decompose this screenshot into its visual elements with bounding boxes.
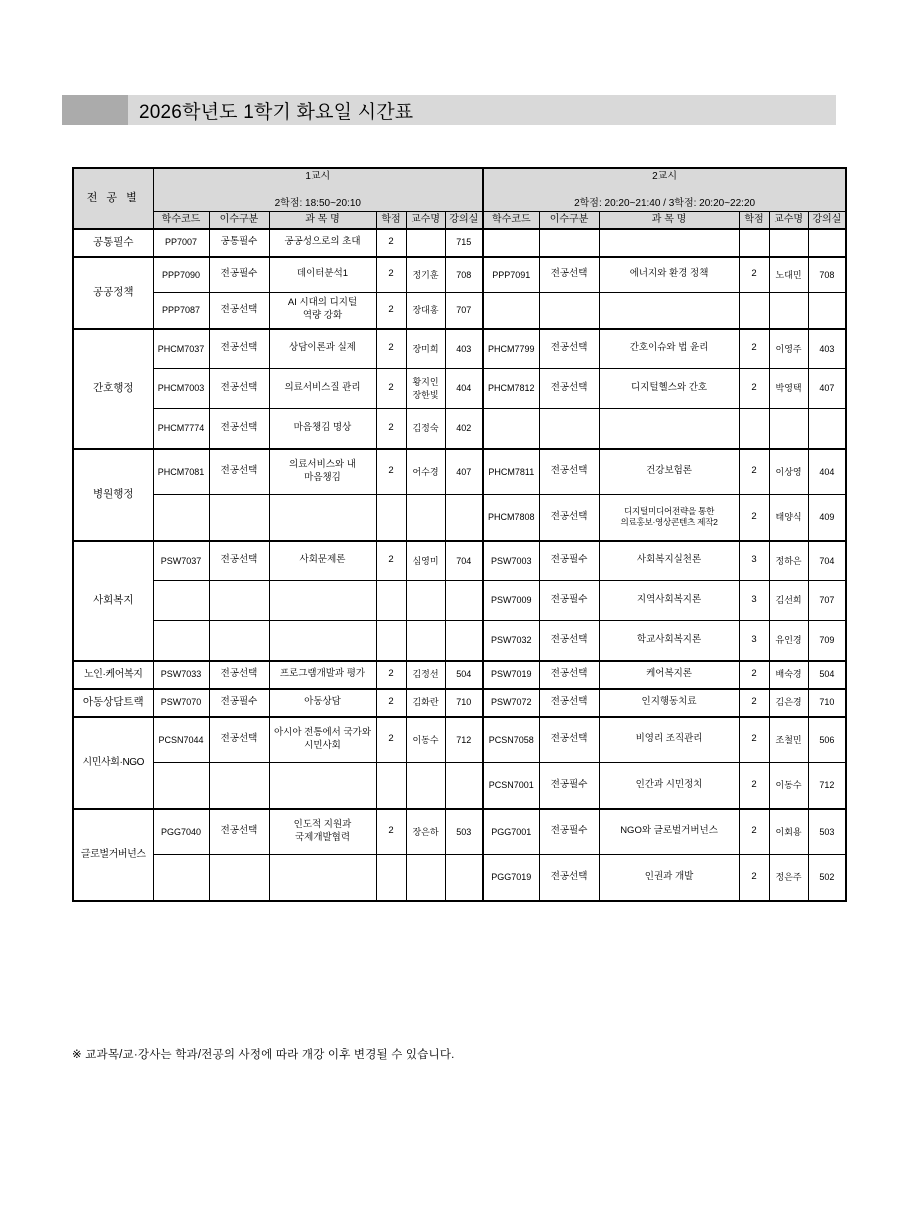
period2-room: 502: [808, 855, 846, 901]
timetable-body: [73, 229, 846, 901]
period1-course-name: [269, 581, 376, 621]
period2-type: 전공선택: [539, 621, 599, 661]
period2-professor: 노대민: [769, 257, 808, 293]
period2-course-name-line: 디지털미디어전략을 통한: [623, 505, 715, 516]
period2-type: 전공선택: [539, 369, 599, 409]
period2-room: 403: [808, 329, 846, 369]
period2-code: [483, 229, 539, 257]
period2-code: PPP7091: [483, 257, 539, 293]
period1-room: 712: [445, 717, 483, 763]
header-col-type-1: 이수구분: [209, 212, 269, 229]
period2-professor: 배숙경: [769, 661, 808, 689]
title-accent-swatch: [62, 95, 128, 125]
period2-type: 전공필수: [539, 541, 599, 581]
period1-type: 전공필수: [209, 689, 269, 717]
period2-course-name: 지역사회복지론: [599, 581, 739, 621]
period1-professor-line: 장한빛: [412, 389, 439, 400]
period1-credit: 2: [376, 717, 406, 763]
major-label: 글로벌거버넌스: [73, 809, 153, 901]
period2-code: PHCM7812: [483, 369, 539, 409]
period1-professor-line: 황지인: [412, 377, 439, 388]
header-col-type-2: 이수구분: [539, 212, 599, 229]
period1-course-name: 아동상담: [269, 689, 376, 717]
period2-code: PGG7001: [483, 809, 539, 855]
period1-credit: [376, 621, 406, 661]
period2-room: 708: [808, 257, 846, 293]
period2-room: [808, 409, 846, 449]
period2-course-name: 디지털헬스와 간호: [599, 369, 739, 409]
period1-code: PHCM7081: [153, 449, 209, 495]
period1-course-name: [269, 293, 376, 329]
period1-type: 전공선택: [209, 541, 269, 581]
period1-course-name: [269, 717, 376, 763]
period2-type: 전공선택: [539, 329, 599, 369]
period1-professor: [406, 581, 445, 621]
period1-type: 전공선택: [209, 661, 269, 689]
period2-course-name: 인지행동치료: [599, 689, 739, 717]
period1-course-name-line: 의료서비스와 내: [289, 458, 356, 470]
period2-room: 710: [808, 689, 846, 717]
period1-professor: [406, 229, 445, 257]
period2-code: PSW7009: [483, 581, 539, 621]
period2-type: 전공선택: [539, 689, 599, 717]
table-row: [73, 621, 846, 661]
period1-code: PGG7040: [153, 809, 209, 855]
period1-course-name: [269, 449, 376, 495]
period2-credit: 2: [739, 717, 769, 763]
period1-credit: 2: [376, 329, 406, 369]
period2-room: 506: [808, 717, 846, 763]
period1-credit: [376, 495, 406, 541]
table-row: [73, 689, 846, 717]
period2-code: PCSN7001: [483, 763, 539, 809]
header-period-2: [483, 168, 846, 212]
period1-professor: [406, 621, 445, 661]
period1-type: 전공선택: [209, 717, 269, 763]
period-1-time: 2학점: 18:50~20:10: [274, 197, 361, 209]
period1-room: 710: [445, 689, 483, 717]
period2-course-name: 학교사회복지론: [599, 621, 739, 661]
period1-course-name-line: 아시아 전통에서 국가와: [273, 726, 372, 738]
period1-room: 403: [445, 329, 483, 369]
period1-professor: 김화란: [406, 689, 445, 717]
period2-code: PCSN7058: [483, 717, 539, 763]
period1-course-name: [269, 855, 376, 901]
period2-room: 503: [808, 809, 846, 855]
period2-professor: 김은경: [769, 689, 808, 717]
period1-professor: [406, 495, 445, 541]
period1-room: 407: [445, 449, 483, 495]
period1-room: 504: [445, 661, 483, 689]
period2-code: [483, 293, 539, 329]
period1-type: 전공필수: [209, 257, 269, 293]
table-row: [73, 763, 846, 809]
period2-code: PGG7019: [483, 855, 539, 901]
period2-professor: [769, 409, 808, 449]
period2-room: 707: [808, 581, 846, 621]
period1-room: [445, 855, 483, 901]
period1-code: PSW7070: [153, 689, 209, 717]
timetable-container: [72, 167, 842, 902]
period2-credit: 2: [739, 855, 769, 901]
period2-type: 전공선택: [539, 855, 599, 901]
period2-professor: 이영주: [769, 329, 808, 369]
period1-code: PPP7087: [153, 293, 209, 329]
period2-room: 712: [808, 763, 846, 809]
period2-professor: 조철민: [769, 717, 808, 763]
period2-type: 전공선택: [539, 495, 599, 541]
period2-credit: 3: [739, 541, 769, 581]
period1-code: PP7007: [153, 229, 209, 257]
header-col-room-1: 강의실: [445, 212, 483, 229]
period1-room: [445, 763, 483, 809]
period1-type: [209, 621, 269, 661]
period1-type: 전공선택: [209, 409, 269, 449]
period1-course-name: 사회문제론: [269, 541, 376, 581]
period1-course-name-line: 마음챙김: [304, 471, 341, 483]
period2-type: [539, 409, 599, 449]
period2-course-name: 사회복지실천론: [599, 541, 739, 581]
period2-credit: 2: [739, 809, 769, 855]
period1-course-name: 프로그램개발과 평가: [269, 661, 376, 689]
period1-professor: 김정숙: [406, 409, 445, 449]
period1-type: 공통필수: [209, 229, 269, 257]
period1-code: PPP7090: [153, 257, 209, 293]
period1-course-name: 의료서비스질 관리: [269, 369, 376, 409]
period1-room: 503: [445, 809, 483, 855]
period2-credit: 2: [739, 257, 769, 293]
period1-credit: 2: [376, 369, 406, 409]
table-row: [73, 581, 846, 621]
period1-type: [209, 855, 269, 901]
table-row: [73, 809, 846, 855]
period2-professor: 유인경: [769, 621, 808, 661]
major-label: 공공정책: [73, 257, 153, 329]
period1-code: PCSN7044: [153, 717, 209, 763]
period1-room: [445, 495, 483, 541]
period2-code: PSW7032: [483, 621, 539, 661]
period-2-name: 2교시: [652, 171, 678, 182]
period2-professor: 이동수: [769, 763, 808, 809]
period1-course-name: [269, 495, 376, 541]
table-row: [73, 449, 846, 495]
period2-code: PHCM7808: [483, 495, 539, 541]
period2-credit: 2: [739, 661, 769, 689]
period2-code: PSW7072: [483, 689, 539, 717]
period1-course-name: 공공성으로의 초대: [269, 229, 376, 257]
period2-type: 전공선택: [539, 661, 599, 689]
period1-professor: 장미희: [406, 329, 445, 369]
period2-course-name: 간호이슈와 법 윤리: [599, 329, 739, 369]
period1-credit: [376, 763, 406, 809]
major-label: 공통필수: [73, 229, 153, 257]
period1-room: 708: [445, 257, 483, 293]
period1-professor: 장은하: [406, 809, 445, 855]
period2-professor: 정은주: [769, 855, 808, 901]
period2-credit: 3: [739, 581, 769, 621]
period2-course-name-line: 의료홍보·영상콘텐츠 제작2: [620, 517, 718, 528]
period1-room: [445, 621, 483, 661]
period1-professor: 김정선: [406, 661, 445, 689]
period1-room: 404: [445, 369, 483, 409]
period2-type: 전공필수: [539, 809, 599, 855]
period1-course-name-line: 역량 강화: [302, 310, 343, 322]
period1-course-name-line: AI 시대의 디지털: [287, 297, 358, 309]
header-row-columns: [73, 212, 846, 229]
period1-credit: 2: [376, 229, 406, 257]
period-1-name: 1교시: [305, 171, 331, 182]
period1-professor: 어수경: [406, 449, 445, 495]
header-col-code-2: 학수코드: [483, 212, 539, 229]
period1-type: 전공선택: [209, 369, 269, 409]
period2-course-name: NGO와 글로벌거버넌스: [599, 809, 739, 855]
period1-professor: [406, 763, 445, 809]
period1-credit: 2: [376, 409, 406, 449]
period1-credit: 2: [376, 449, 406, 495]
period1-type: 전공선택: [209, 449, 269, 495]
period1-code: [153, 855, 209, 901]
period2-type: 전공선택: [539, 257, 599, 293]
period2-credit: 3: [739, 621, 769, 661]
timetable-head: [73, 168, 846, 229]
header-major: 전 공 별: [73, 168, 153, 229]
period2-credit: 2: [739, 495, 769, 541]
period1-code: PHCM7774: [153, 409, 209, 449]
table-row: [73, 541, 846, 581]
table-row: [73, 329, 846, 369]
header-col-credit-2: 학점: [739, 212, 769, 229]
period2-room: [808, 229, 846, 257]
page-title-band: [62, 95, 836, 125]
period1-course-name-line: 국제개발협력: [294, 831, 351, 843]
period1-room: [445, 581, 483, 621]
period1-professor: 정기훈: [406, 257, 445, 293]
major-label: 아동상담트랙: [73, 689, 153, 717]
period1-course-name: 마음챙김 명상: [269, 409, 376, 449]
period1-room: 707: [445, 293, 483, 329]
header-col-credit-1: 학점: [376, 212, 406, 229]
period2-course-name: [599, 409, 739, 449]
period2-course-name: [599, 495, 739, 541]
header-col-room-2: 강의실: [808, 212, 846, 229]
header-col-prof-1: 교수명: [406, 212, 445, 229]
period-2-time: 2학점: 20:20~21:40 / 3학점: 20:20~22:20: [574, 197, 756, 209]
period2-professor: 이상영: [769, 449, 808, 495]
period1-credit: 2: [376, 257, 406, 293]
period1-credit: 2: [376, 689, 406, 717]
period2-credit: 2: [739, 689, 769, 717]
period1-type: 전공선택: [209, 329, 269, 369]
period2-credit: 2: [739, 369, 769, 409]
period2-room: 409: [808, 495, 846, 541]
period1-professor: 장대홍: [406, 293, 445, 329]
period1-credit: 2: [376, 809, 406, 855]
period2-type: [539, 229, 599, 257]
table-row: [73, 257, 846, 293]
major-label: 사회복지: [73, 541, 153, 661]
period2-course-name: 비영리 조직관리: [599, 717, 739, 763]
period2-professor: 정하은: [769, 541, 808, 581]
table-row: [73, 855, 846, 901]
period2-course-name: 인권과 개발: [599, 855, 739, 901]
period1-code: PSW7033: [153, 661, 209, 689]
period2-credit: [739, 409, 769, 449]
period2-professor: 김선희: [769, 581, 808, 621]
period1-professor: [406, 855, 445, 901]
period2-course-name: 인간과 시민정치: [599, 763, 739, 809]
period1-professor: 심영미: [406, 541, 445, 581]
period1-code: [153, 495, 209, 541]
header-col-prof-2: 교수명: [769, 212, 808, 229]
period1-code: PHCM7003: [153, 369, 209, 409]
period1-code: PHCM7037: [153, 329, 209, 369]
period2-room: 407: [808, 369, 846, 409]
period1-code: [153, 621, 209, 661]
period1-course-name-line: 인도적 지원과: [293, 818, 352, 830]
period1-course-name-line: 시민사회: [304, 739, 341, 751]
period1-course-name: 데이터분석1: [269, 257, 376, 293]
period2-course-name: 건강보험론: [599, 449, 739, 495]
period2-code: PHCM7811: [483, 449, 539, 495]
period2-room: 504: [808, 661, 846, 689]
header-period-1: [153, 168, 483, 212]
header-col-code-1: 학수코드: [153, 212, 209, 229]
timetable: [72, 167, 847, 902]
period1-credit: [376, 581, 406, 621]
period1-code: PSW7037: [153, 541, 209, 581]
period1-type: [209, 581, 269, 621]
page-title: 2026학년도 1학기 화요일 시간표: [139, 101, 414, 123]
period1-credit: 2: [376, 541, 406, 581]
period2-credit: [739, 229, 769, 257]
table-row: [73, 717, 846, 763]
period2-code: PSW7019: [483, 661, 539, 689]
period2-type: 전공선택: [539, 717, 599, 763]
major-label: 병원행정: [73, 449, 153, 541]
period2-credit: [739, 293, 769, 329]
period1-code: [153, 763, 209, 809]
period1-course-name: 상담이론과 실제: [269, 329, 376, 369]
period1-code: [153, 581, 209, 621]
period1-credit: [376, 855, 406, 901]
major-label: 시민사회·NGO: [73, 717, 153, 809]
period2-course-name: [599, 293, 739, 329]
period2-professor: 박영택: [769, 369, 808, 409]
major-label: 간호행정: [73, 329, 153, 449]
period2-course-name: 케어복지론: [599, 661, 739, 689]
period1-type: [209, 763, 269, 809]
period1-course-name: [269, 621, 376, 661]
period1-room: 715: [445, 229, 483, 257]
period2-course-name: 에너지와 환경 정책: [599, 257, 739, 293]
period2-type: 전공필수: [539, 763, 599, 809]
period1-course-name: [269, 763, 376, 809]
period2-room: [808, 293, 846, 329]
period2-credit: 2: [739, 329, 769, 369]
table-row: [73, 369, 846, 409]
period2-room: 709: [808, 621, 846, 661]
period2-course-name: [599, 229, 739, 257]
table-row: [73, 409, 846, 449]
period2-professor: [769, 293, 808, 329]
period2-code: PHCM7799: [483, 329, 539, 369]
footnote: ※ 교과목/교·강사는 학과/전공의 사정에 따라 개강 이후 변경될 수 있습니다.: [72, 1049, 455, 1061]
period2-type: [539, 293, 599, 329]
period2-credit: 2: [739, 763, 769, 809]
period2-credit: 2: [739, 449, 769, 495]
period1-credit: 2: [376, 661, 406, 689]
table-row: [73, 661, 846, 689]
period1-type: 전공선택: [209, 293, 269, 329]
period2-professor: 태양식: [769, 495, 808, 541]
period2-type: 전공필수: [539, 581, 599, 621]
period1-type: [209, 495, 269, 541]
period2-room: 704: [808, 541, 846, 581]
period1-professor: 이동수: [406, 717, 445, 763]
period1-room: 704: [445, 541, 483, 581]
period2-code: [483, 409, 539, 449]
period1-type: 전공선택: [209, 809, 269, 855]
header-col-name-2: 과 목 명: [599, 212, 739, 229]
period2-professor: 이회용: [769, 809, 808, 855]
period2-room: 404: [808, 449, 846, 495]
period1-credit: 2: [376, 293, 406, 329]
period1-course-name: [269, 809, 376, 855]
table-row: [73, 495, 846, 541]
header-col-name-1: 과 목 명: [269, 212, 376, 229]
period2-type: 전공선택: [539, 449, 599, 495]
period1-professor: [406, 369, 445, 409]
table-row: [73, 229, 846, 257]
major-label: 노인·케어복지: [73, 661, 153, 689]
table-row: [73, 293, 846, 329]
header-row-periods: [73, 168, 846, 212]
period2-code: PSW7003: [483, 541, 539, 581]
period1-room: 402: [445, 409, 483, 449]
period2-professor: [769, 229, 808, 257]
